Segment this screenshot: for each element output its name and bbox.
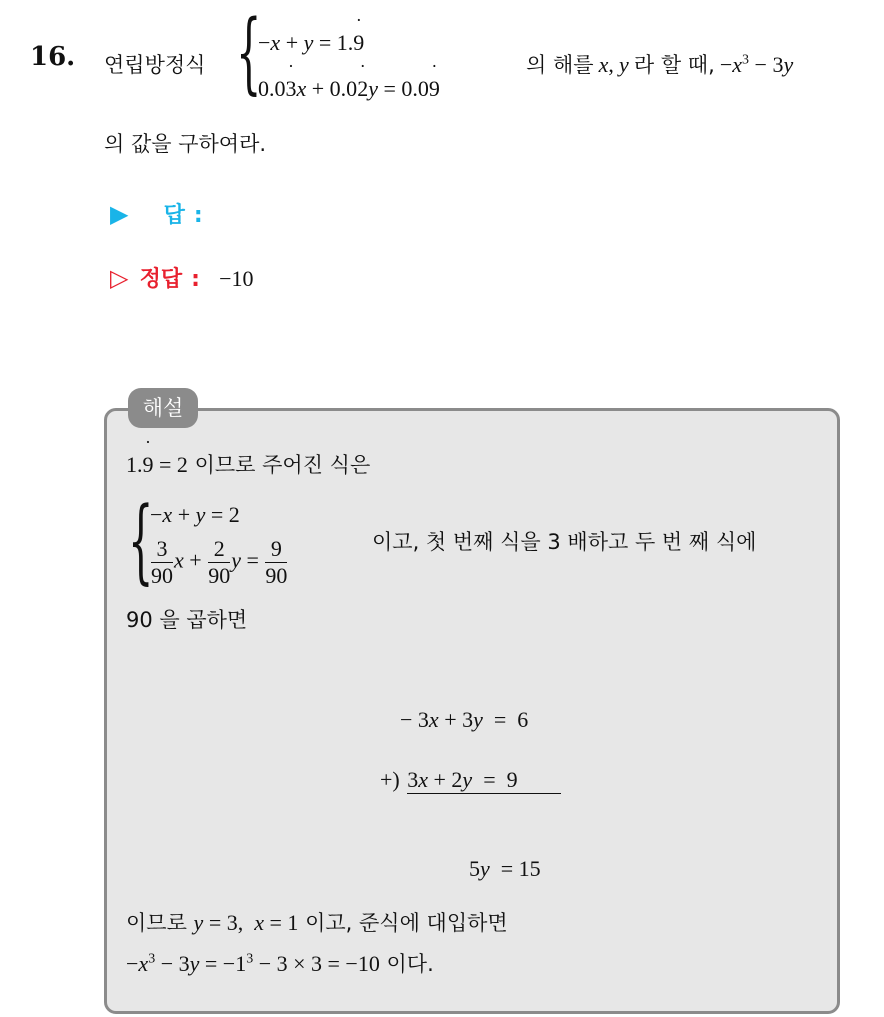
- equation-1: −x + y = 1.˙ 9: [258, 30, 364, 56]
- solution-line1: 1.˙ 9 = 2 이므로 주어진 식은: [126, 449, 370, 479]
- outline-play-icon: ▷: [110, 264, 129, 292]
- solution-after-system: 이고, 첫 번째 식을 3 배하고 두 번 째 식에: [372, 530, 757, 554]
- fraction: $\frac{2}{90}$: [208, 536, 231, 588]
- solution-eq-1: −x + y = 2: [150, 502, 240, 527]
- answer-row: [110, 198, 203, 229]
- play-icon: ▶: [110, 200, 129, 228]
- correct-answer-row: [110, 262, 254, 293]
- correct-colon: :: [191, 267, 200, 292]
- answer-colon: :: [193, 203, 203, 228]
- correct-label: 정답: [139, 267, 183, 292]
- equation-2: 0.0˙ 3x + 0.0˙ 2y = 0.0˙ 9: [258, 76, 440, 102]
- calc-row-1: − 3x + 3y = 6: [400, 707, 529, 732]
- fraction: $\frac{9}{90}$: [265, 536, 288, 588]
- problem-number: 16.: [30, 42, 76, 72]
- calc-row-3: 5y = 15: [469, 856, 541, 881]
- solution-line3: 90 을 곱하면: [126, 608, 248, 632]
- problem-line2: 의 값을 구하여라.: [104, 132, 267, 156]
- solution-tag: 해설: [128, 388, 198, 428]
- answer-label: 답: [163, 203, 185, 228]
- system-brace: {: [236, 3, 262, 105]
- problem-lead: 연립방정식: [104, 53, 206, 77]
- solution-eq-2: $\frac{3}{90}$ x + $\frac{2}{90}$ y = $\frac{9}{90}$: [151, 536, 288, 588]
- correct-value: −10: [219, 266, 254, 291]
- problem-tail: 의 해를 x, y 라 할 때, $-x^3 - 3y$: [526, 52, 794, 77]
- calc-row-2: +) 3x + 2y = 9: [380, 767, 561, 794]
- solution-system-brace: {: [128, 489, 154, 595]
- solution-conclusion-2: $-x^3 - 3y = -1^3 - 3 \times 3 = -10$ 이다.: [126, 951, 434, 976]
- solution-conclusion-1: 이므로 y = 3, x = 1 이고, 준식에 대입하면: [126, 910, 508, 935]
- fraction: $\frac{3}{90}$: [151, 536, 173, 588]
